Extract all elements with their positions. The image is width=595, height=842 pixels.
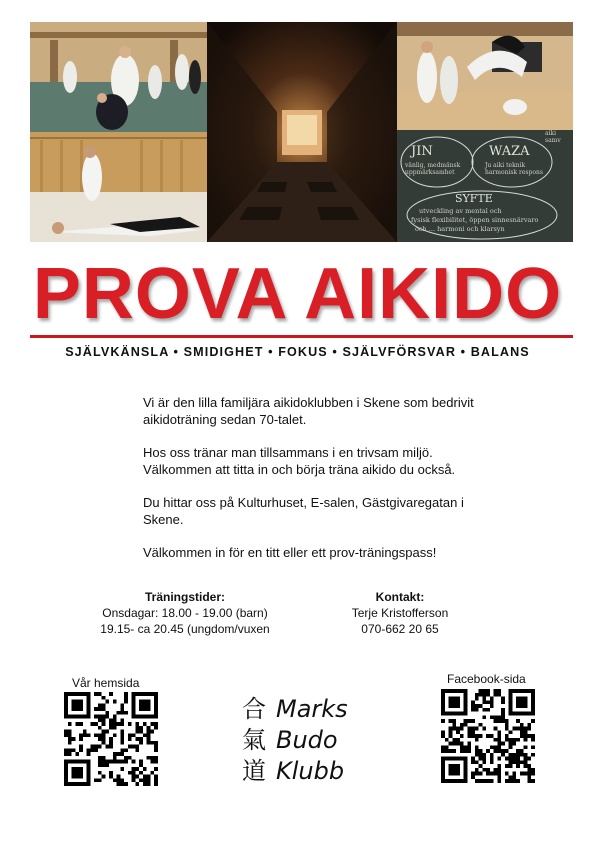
chalk-corner-note: aiki samv	[545, 130, 561, 144]
page-title: PROVA AIKIDO	[32, 254, 563, 334]
schedule-heading: Träningstider:	[144, 590, 225, 604]
logo-kanji-ai: 合	[242, 695, 266, 723]
contact-phone: 070-662 20 65	[361, 622, 439, 636]
qr-website-label: Vår hemsida	[72, 676, 140, 690]
club-logo	[236, 690, 376, 790]
chalk-waza: WAZA	[489, 144, 530, 159]
chalk-syfte-line-1: utveckling av mental och	[419, 207, 502, 215]
chalk-waza-line-1: Ju aiki teknik	[485, 162, 526, 169]
intro-text	[143, 395, 483, 579]
photo-dojo-throw-left-bottom	[30, 132, 207, 242]
chalk-jin-line-2: uppmärksamhet	[405, 169, 455, 176]
logo-kanji-ki: 氣	[242, 726, 266, 754]
logo-word-budo: Budo	[276, 726, 338, 754]
chalk-jin-line-1: vänlig, medmänsk	[405, 162, 461, 169]
schedule-line: 19.15- ca 20.45 (ungdom/vuxen	[100, 622, 270, 636]
tagline: SJÄLVKÄNSLA • SMIDIGHET • FOKUS • SJÄLVFÖRSVAR • BALANS	[65, 345, 530, 359]
photo-dojo-training-left-top	[30, 22, 207, 132]
photo-chalkboard-right-bottom	[397, 130, 573, 242]
title-divider	[30, 335, 573, 338]
photo-dojo-hallway-center	[207, 22, 397, 242]
logo-word-klubb: Klubb	[276, 757, 345, 785]
chalk-syfte-line-2: fysisk flexibilitet, öppen sinnesnärvaro	[411, 216, 539, 224]
logo-word-marks: Marks	[276, 695, 348, 723]
contact-name: Terje Kristofferson	[351, 606, 449, 620]
training-schedule	[90, 589, 280, 637]
intro-paragraph: Välkommen in för en titt eller ett prov-träningspass!	[143, 545, 437, 560]
chalk-waza-line-2: harmonisk respons	[485, 169, 543, 176]
qr-facebook-label: Facebook-sida	[447, 672, 526, 686]
logo-kanji-do: 道	[242, 757, 266, 785]
intro-paragraph: Du hittar oss på Kulturhuset, E-salen, Gästgivaregatan i Skene.	[143, 495, 464, 527]
schedule-line: Onsdagar: 18.00 - 19.00 (barn)	[102, 606, 268, 620]
photo-dojo-throw-right-top	[397, 22, 573, 130]
qr-code-website[interactable]	[64, 692, 158, 786]
chalk-syfte-line-3: och ... harmoni och klarsyn	[415, 225, 505, 233]
contact-info	[335, 589, 465, 637]
contact-heading: Kontakt:	[375, 590, 425, 604]
qr-code-facebook[interactable]	[441, 689, 535, 783]
chalk-jin: JIN	[411, 144, 433, 159]
intro-paragraph: Hos oss tränar man tillsammans i en trivsam miljö. Välkommen att titta in och börja träna aikido du också.	[143, 445, 456, 477]
intro-paragraph: Vi är den lilla familjära aikidoklubben i Skene som bedrivit aikidoträning sedan 70-talet.	[143, 395, 474, 427]
chalk-syfte: SYFTE	[455, 192, 493, 205]
